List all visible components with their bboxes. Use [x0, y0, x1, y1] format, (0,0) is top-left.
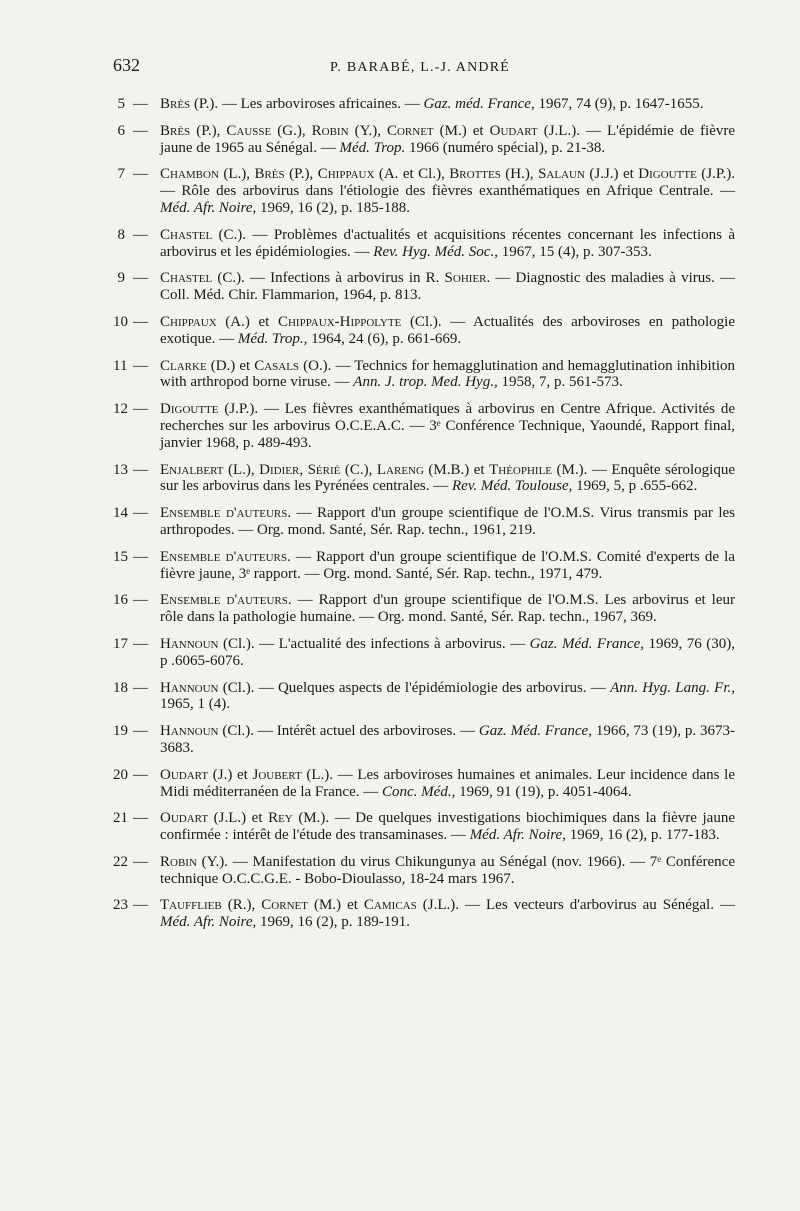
- reference-text: (J.L.) et: [208, 810, 269, 827]
- reference-entry: [113, 636, 735, 670]
- reference-text: 1965, 1 (4).: [160, 696, 230, 713]
- reference-text: 1969, 16 (2), p. 177-183.: [565, 827, 720, 844]
- author-name: Oudart: [489, 122, 538, 139]
- journal-title: Conc. Méd.,: [382, 783, 456, 800]
- author-name: Didier: [259, 461, 300, 478]
- reference-dash: —: [133, 810, 148, 827]
- reference-text: . — Diagnostic des maladies à virus. — Coll. Méd. Chir. Flammarion, 1964, p. 813.: [160, 270, 735, 304]
- reference-number: 11: [113, 357, 128, 374]
- journal-title: Méd. Afr. Noire,: [160, 914, 257, 931]
- reference-text: (A. et Cl.),: [374, 166, 450, 183]
- reference-dash: —: [133, 313, 148, 330]
- reference-number: 17: [113, 635, 128, 652]
- reference-dash: —: [133, 270, 148, 287]
- reference-entry: [113, 592, 735, 626]
- reference-text: 1967, 15 (4), p. 307-353.: [497, 243, 652, 260]
- reference-entry: [113, 314, 735, 348]
- reference-entry: [113, 897, 735, 931]
- author-name: Digoutte: [638, 166, 697, 183]
- reference-number: 7: [117, 166, 125, 183]
- reference-entry: [113, 680, 735, 714]
- author-name: Camicas: [363, 897, 417, 914]
- author-name: Lareng: [376, 461, 424, 478]
- reference-text: (C.),: [340, 461, 377, 478]
- reference-text: (M.) et: [433, 122, 490, 139]
- reference-dash: —: [133, 357, 148, 374]
- author-name: Joubert: [252, 766, 302, 783]
- author-name: Chippaux-Hippolyte: [277, 313, 402, 330]
- reference-text: (O.). — Technics for hemagglutination and hemagglutination inhibition with arthropod borne viruse. —: [160, 357, 735, 391]
- author-name: Casals: [254, 357, 300, 374]
- reference-text: (Cl.). — Actualités des arboviroses en pathologie exotique. —: [160, 313, 735, 347]
- reference-text: (M.B.) et: [423, 461, 490, 478]
- author-name: Hannoun: [160, 635, 219, 652]
- author-name: Brès: [160, 96, 191, 112]
- reference-text: 1958, 7, p. 561-573.: [497, 374, 623, 391]
- author-name: Chippaux: [160, 313, 217, 330]
- reference-number: 10: [113, 313, 128, 330]
- reference-text: 1964, 24 (6), p. 661-669.: [307, 330, 462, 347]
- reference-dash: —: [133, 96, 148, 112]
- journal-title: Rev. Méd. Toulouse,: [452, 478, 573, 495]
- reference-number: 13: [113, 461, 128, 478]
- reference-text: (Cl.). — Intérêt actuel des arboviroses. —: [218, 723, 479, 740]
- reference-text: . — Rapport d'un groupe scientifique de l'O.M.S. Les arbovirus et leur rôle dans la pathologie humaine. — Org. mond. Santé, Sér. Rap. techn., 1967, 369.: [160, 592, 735, 626]
- author-name: Chastel: [160, 270, 213, 287]
- author-name: Robin: [160, 853, 197, 870]
- reference-text: . — Rapport d'un groupe scientifique de l'O.M.S. Virus transmis par les arthropodes. — Org. mond. Santé, Sér. Rap. techn., 1961, 219.: [160, 505, 735, 538]
- reference-text: 1966, 73 (19), p. 3673-3683.: [160, 723, 735, 756]
- reference-dash: —: [133, 166, 148, 183]
- reference-entry: [113, 270, 735, 304]
- reference-entry: [113, 358, 735, 392]
- reference-text: 1967, 74 (9), p. 1647-1655.: [534, 96, 704, 112]
- reference-text: (C.). — Problèmes d'actualités et acquisitions récentes concernant les infections à arbovirus et les épidémiologies. —: [160, 226, 735, 260]
- reference-entry: [113, 227, 735, 261]
- author-name: Brès: [254, 166, 285, 183]
- reference-text: (M.). — De quelques investigations biochimiques dans la fièvre jaune confirmée : intérêt de l'étude des transaminases. —: [160, 810, 735, 844]
- reference-dash: —: [133, 592, 148, 609]
- reference-dash: —: [133, 505, 148, 522]
- author-name: Sohier: [444, 270, 487, 287]
- reference-entry: [113, 123, 735, 157]
- author-name: Chambon: [160, 166, 219, 183]
- reference-entry: [113, 505, 735, 539]
- reference-list: [113, 96, 735, 941]
- reference-dash: —: [133, 635, 148, 652]
- author-name: Cornet: [386, 122, 434, 139]
- reference-text: (Y.),: [348, 122, 387, 139]
- reference-text: 1969, 76 (30), p .6065-6076.: [160, 635, 735, 669]
- reference-text: (Cl.). — L'actualité des infections à arbovirus. —: [218, 635, 530, 652]
- reference-text: (J.J.) et: [584, 166, 639, 183]
- author-name: Enjalbert: [160, 461, 224, 478]
- reference-entry: [113, 723, 735, 757]
- reference-text: (P.). — Les arboviroses africaines. —: [190, 96, 424, 112]
- reference-text: (R.),: [221, 897, 262, 914]
- author-name: Oudart: [160, 766, 209, 783]
- reference-dash: —: [133, 723, 148, 740]
- reference-dash: —: [133, 401, 148, 418]
- reference-text: 1969, 16 (2), p. 189-191.: [256, 914, 410, 931]
- author-name: Ensemble d'auteurs: [160, 592, 288, 609]
- reference-text: (J.P.). — Les fièvres exanthématiques à arbovirus en Centre Afrique. Activités de recherches sur les arbovirus O.C.E.A.C. — 3ᵉ Conférence Technique, Yaoundé, Rapport final, janvier 1968, p. 489-493.: [160, 401, 735, 451]
- reference-entry: [113, 767, 735, 801]
- reference-dash: —: [133, 679, 148, 696]
- reference-text: 1969, 5, p .655-662.: [572, 478, 698, 495]
- reference-entry: [113, 401, 735, 451]
- reference-dash: —: [133, 226, 148, 243]
- reference-text: (Y.). — Manifestation du virus Chikungunya au Sénégal (nov. 1966). — 7ᵉ Conférence technique O.C.C.G.E. - Bobo-Dioulasso, 18-24 mars 1967.: [160, 853, 735, 887]
- reference-entry: [113, 810, 735, 844]
- reference-text: ,: [299, 461, 308, 478]
- reference-text: (D.) et: [206, 357, 255, 374]
- journal-title: Méd. Trop.: [339, 139, 406, 156]
- author-name: Hannoun: [160, 723, 219, 740]
- author-name: Clarke: [160, 357, 207, 374]
- reference-number: 22: [113, 853, 128, 870]
- reference-text: (L.). — Les arboviroses humaines et animales. Leur incidence dans le Midi méditerranéen de la France. —: [160, 766, 735, 800]
- author-name: Brottes: [449, 166, 501, 183]
- reference-number: 6: [117, 122, 125, 139]
- reference-entry: [113, 166, 735, 216]
- author-name: Brès: [160, 122, 191, 139]
- reference-dash: —: [133, 548, 148, 565]
- author-name: Théophile: [489, 461, 553, 478]
- reference-text: 1969, 91 (19), p. 4051-4064.: [455, 783, 632, 800]
- reference-number: 19: [113, 723, 128, 740]
- journal-title: Méd. Afr. Noire,: [469, 827, 566, 844]
- reference-dash: —: [133, 853, 148, 870]
- reference-text: 1966 (numéro spécial), p. 21-38.: [405, 139, 606, 156]
- reference-text: (G.),: [271, 122, 312, 139]
- author-name: Ensemble d'auteurs: [160, 548, 288, 565]
- reference-text: 1969, 16 (2), p. 185-188.: [256, 199, 410, 216]
- reference-number: 9: [117, 270, 125, 287]
- author-name: Chastel: [160, 226, 213, 243]
- journal-title: Méd. Afr. Noire,: [160, 199, 257, 216]
- reference-text: (A.) et: [216, 313, 278, 330]
- reference-number: 8: [117, 226, 125, 243]
- reference-dash: —: [133, 461, 148, 478]
- author-name: Chippaux: [317, 166, 375, 183]
- reference-text: (P.),: [190, 122, 227, 139]
- reference-number: 5: [117, 96, 125, 112]
- author-name: Ensemble d'auteurs: [160, 505, 288, 522]
- journal-title: Méd. Trop.,: [237, 330, 308, 347]
- author-name: Cornet: [261, 897, 308, 914]
- reference-entry: [113, 96, 735, 113]
- author-name: Sérié: [307, 461, 341, 478]
- journal-title: Gaz. méd. France,: [423, 96, 535, 112]
- reference-dash: —: [133, 766, 148, 783]
- author-name: Salaun: [538, 166, 585, 183]
- author-name: Hannoun: [160, 679, 219, 696]
- author-name: Oudart: [160, 810, 209, 827]
- reference-dash: —: [133, 897, 148, 914]
- reference-number: 12: [113, 401, 128, 418]
- author-name: Causse: [226, 122, 272, 139]
- author-name: Robin: [311, 122, 349, 139]
- page-number: 632: [113, 55, 140, 75]
- journal-title: Gaz. Méd. France,: [529, 635, 644, 652]
- reference-text: (J.) et: [208, 766, 253, 783]
- journal-title: Ann. J. trop. Med. Hyg.,: [353, 374, 498, 391]
- reference-number: 15: [113, 548, 128, 565]
- reference-entry: [113, 549, 735, 583]
- reference-text: (J.L.). — Les vecteurs d'arbovirus au Sénégal. —: [416, 897, 735, 914]
- reference-text: (H.),: [500, 166, 539, 183]
- author-name: Rey: [268, 810, 293, 827]
- reference-text: (M.). — Enquête sérologique sur les arbovirus dans les Pyrénées centrales. —: [160, 461, 735, 495]
- reference-number: 14: [113, 505, 128, 522]
- author-name: Taufflieb: [160, 897, 222, 914]
- reference-dash: —: [133, 122, 148, 139]
- journal-title: Rev. Hyg. Méd. Soc.,: [373, 243, 498, 260]
- reference-entry: [113, 462, 735, 496]
- reference-number: 23: [113, 897, 128, 914]
- reference-text: (P.),: [284, 166, 318, 183]
- reference-text: (L.),: [223, 461, 260, 478]
- reference-text: . — Rapport d'un groupe scientifique de l'O.M.S. Comité d'experts de la fièvre jaune, 3ᵉ rapport. — Org. mond. Santé, Sér. Rap. techn., 1971, 479.: [160, 548, 735, 582]
- reference-text: (C.). — Infections à arbovirus in R.: [212, 270, 445, 287]
- journal-title: Ann. Hyg. Lang. Fr.,: [610, 679, 735, 696]
- author-name: Digoutte: [160, 401, 219, 418]
- reference-number: 20: [113, 766, 128, 783]
- reference-text: (J.L.). — L'épidémie de fièvre jaune de 1965 au Sénégal. —: [160, 122, 736, 156]
- reference-text: (J.P.). — Rôle des arbovirus dans l'étiologie des fièvres exanthématiques en Afrique Centrale. —: [160, 166, 736, 200]
- journal-title: Gaz. Méd. France,: [478, 723, 592, 740]
- reference-text: (L.),: [218, 166, 255, 183]
- running-head: P. BARABÉ, L.-J. ANDRÉ: [330, 60, 511, 75]
- reference-number: 18: [113, 679, 128, 696]
- reference-text: (M.) et: [307, 897, 364, 914]
- reference-entry: [113, 854, 735, 888]
- reference-number: 21: [113, 810, 128, 827]
- reference-number: 16: [113, 592, 128, 609]
- reference-text: (Cl.). — Quelques aspects de l'épidémiologie des arbovirus. —: [218, 679, 611, 696]
